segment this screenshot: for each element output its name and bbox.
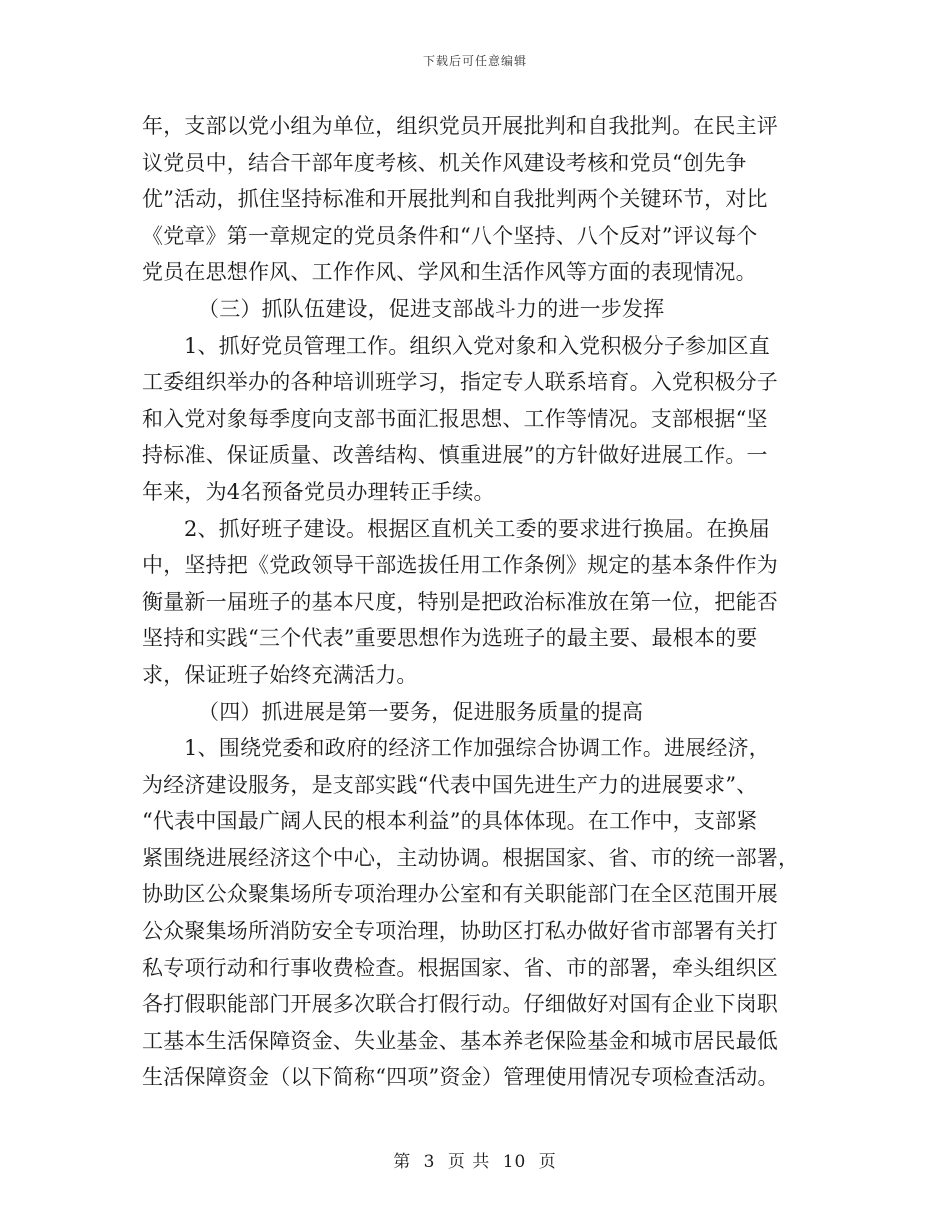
body-line: 党员在思想作风、工作作风、学风和生活作风等方面的表现情况。 — [142, 260, 757, 285]
body-line: 中，坚持把《党政领导干部选拔任用工作条例》规定的基本条件作为 — [142, 553, 778, 578]
body-line: 1、围绕党委和政府的经济工作加强综合协调工作。进展经济， — [184, 736, 770, 761]
body-line: 年来，为4名预备党员办理转正手续。 — [142, 479, 495, 504]
footer-current-page: 3 — [423, 1152, 436, 1172]
footer-prefix: 第 — [393, 1152, 412, 1172]
body-line: 1、抓好党员管理工作。组织入党对象和入党积极分子参加区直 — [184, 333, 770, 358]
body-line: 和入党对象每季度向支部书面汇报思想、工作等情况。支部根据“坚 — [142, 406, 768, 431]
page-header: 下载后可任意编辑 — [422, 54, 527, 68]
body-line: 为经济建设服务，是支部实践“代表中国先进生产力的进展要求”、 — [142, 772, 758, 797]
body-line: 工基本生活保障资金、失业基金、基本养老保险基金和城市居民最低 — [142, 1028, 778, 1053]
body-line: 各打假职能部门开展多次联合打假行动。仔细做好对国有企业下岗职 — [142, 992, 778, 1017]
document-body — [142, 108, 808, 1096]
body-line: 私专项行动和行事收费检查。根据国家、省、市的部署，牵头组织区 — [142, 955, 778, 980]
body-line: 优”活动，抓住坚持标准和开展批判和自我批判两个关键环节，对比 — [142, 187, 768, 212]
body-line: 求，保证班子始终充满活力。 — [142, 662, 418, 687]
body-line: 紧围绕进展经济这个中心，主动协调。根据国家、省、市的统一部署， — [142, 845, 800, 870]
page-footer — [0, 1147, 950, 1172]
body-line: 议党员中，结合干部年度考核、机关作风建设考核和党员“创先争 — [142, 150, 747, 175]
body-line: 公众聚集场所消防安全专项治理，协助区打私办做好省市部署有关打 — [142, 919, 778, 944]
body-line: （三）抓队伍建设，促进支部战斗力的进一步发挥 — [198, 296, 665, 321]
footer-middle: 页 共 — [447, 1152, 491, 1172]
body-line: 坚持和实践“三个代表”重要思想作为选班子的最主要、最根本的要 — [142, 626, 758, 651]
body-line: 年，支部以党小组为单位，组织党员开展批判和自我批判。在民主评 — [142, 114, 778, 138]
body-line: 2、抓好班子建设。根据区直机关工委的要求进行换届。在换届 — [184, 516, 770, 541]
body-line: “代表中国最广阔人民的根本利益”的具体体现。在工作中，支部紧 — [142, 809, 758, 834]
body-line: 《党章》第一章规定的党员条件和“八个坚持、八个反对”评议每个 — [142, 223, 758, 248]
footer-total-pages: 10 — [502, 1152, 527, 1172]
body-line: 持标准、保证质量、改善结构、慎重进展”的方针做好进展工作。一 — [142, 443, 768, 468]
body-line: 协助区公众聚集场所专项治理办公室和有关职能部门在全区范围开展 — [142, 882, 778, 907]
body-line: （四）抓进展是第一要务，促进服务质量的提高 — [198, 699, 644, 724]
body-line: 衡量新一届班子的基本尺度，特别是把政治标准放在第一位，把能否 — [142, 589, 778, 614]
body-line: 工委组织举办的各种培训班学习，指定专人联系培育。入党积极分子 — [142, 370, 778, 395]
footer-suffix: 页 — [538, 1152, 557, 1172]
body-line: 生活保障资金（以下简称“四项”资金）管理使用情况专项检查活动。 — [142, 1065, 779, 1090]
